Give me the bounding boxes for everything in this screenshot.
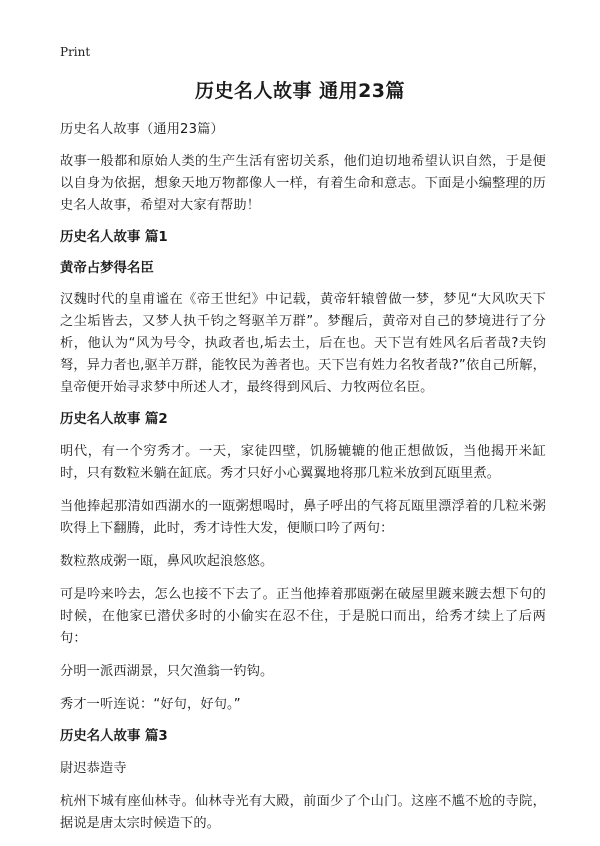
section2-paragraph-2: 当他捧起那清如西湖水的一瓯粥想喝时，鼻子呼出的气将瓦瓯里漂浮着的几粒米粥吹得上下翻腾，此时，秀才诗性大发，便顺口吟了两句： [60, 499, 546, 536]
section2-paragraph-6: 秀才一听连说：“好句，好句。” [60, 697, 241, 712]
intro-heading: 历史名人故事（通用23篇） [60, 122, 224, 137]
section1-paragraph-1: 汉魏时代的皇甫谧在《帝王世纪》中记载，黄帝轩辕曾做一梦，梦见“大风吹天下之尘垢皆去，又梦人执千钧之弩驱羊万群”。梦醒后，黄帝对自己的梦境进行了分析，他认为“风为号令，执政者也,垢去土，后在也。天下岂有姓风名后者哉?夫钧弩，异力者也,驱羊万群，能牧民为善者也。天下岂有姓力名牧者哉?”依自己所解，皇帝便开始寻求梦中所述人才，最终得到风后、力牧两位名臣。 [60, 292, 546, 395]
section2-paragraph-3: 数粒熬成粥一瓯，鼻风吹起浪悠悠。 [60, 554, 274, 569]
print-link[interactable]: Print [60, 45, 91, 59]
page-title: 历史名人故事 通用23篇 [194, 80, 406, 102]
section2-paragraph-4: 可是吟来吟去，怎么也接不下去了。正当他捧着那瓯粥在破屋里踱来踱去想下句的时候，在他家已潜伏多时的小偷实在忍不住，于是脱口而出，给秀才续上了后两句： [60, 587, 546, 646]
section3-paragraph-1: 尉迟恭造寺 [60, 761, 127, 776]
section-heading-3: 历史名人故事 篇3 [60, 729, 168, 744]
section-heading-2: 历史名人故事 篇2 [60, 412, 168, 427]
section2-paragraph-5: 分明一派西湖景，只欠渔翁一钓钩。 [60, 664, 274, 679]
section2-paragraph-1: 明代，有一个穷秀才。一天，家徒四壁，饥肠辘辘的他正想做饭，当他揭开米缸时，只有数粒米躺在缸底。秀才只好小心翼翼地将那几粒米放到瓦瓯里煮。 [60, 444, 546, 481]
intro-paragraph: 故事一般都和原始人类的生产生活有密切关系，他们迫切地希望认识自然，于是便以自身为依据，想象天地万物都像人一样，有着生命和意志。下面是小编整理的历史名人故事，希望对大家有帮助！ [60, 154, 546, 213]
section-subheading-1: 黄帝占梦得名臣 [60, 261, 154, 276]
section-heading-1: 历史名人故事 篇1 [60, 230, 168, 245]
article-body [60, 119, 546, 846]
section3-paragraph-2: 杭州下城有座仙林寺。仙林寺光有大殿，前面少了个山门。这座不尴不尬的寺院，据说是唐太宗时候造下的。 [60, 794, 546, 831]
